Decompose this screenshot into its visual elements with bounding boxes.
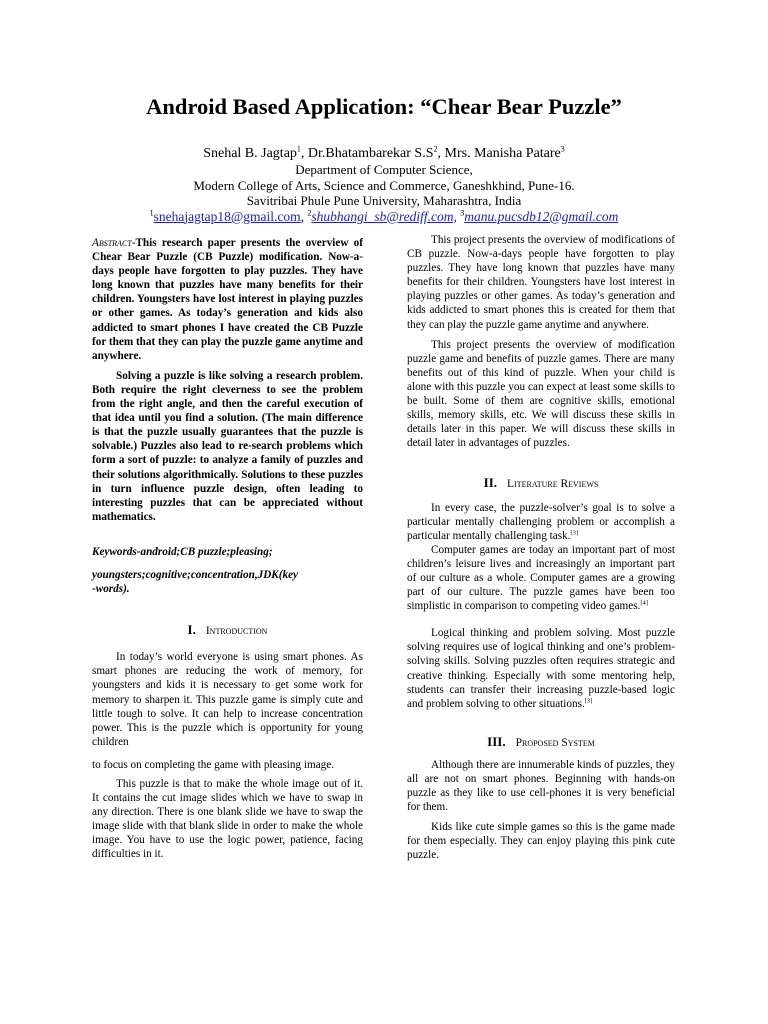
literature-paragraph-1: In every case, the puzzle-solver’s goal is to solve a particular mentally challenging problem or accomplish a particular mentally challenging task.[3] [407, 501, 675, 542]
right-column [407, 233, 675, 863]
abstract-paragraph-2: Solving a puzzle is like solving a research problem. Both require the right cleverness to see the problem from the right angle, and then the careful execution of that idea until you find a solution. (The main difference is that the puzzle usually guarantees that the puzzle is solvable.) Puzzles also lead to re-search problems which form a sort of puzzle: to analyze a family of puzzles and their solutions algorithmically. Solutions to these puzzles in turn influence puzzle design, often leading to interesting puzzles that can be appreciated without mathematics. [92, 369, 363, 523]
intro-paragraph-1: In today’s world everyone is using smart phones. As smart phones are reducing the work of memory, for youngsters and kids it is necessary to get some work for memory to sharpen it. This puzzle game is simply cute and little tough to solve. It can help to increase concentration power. This is the puzzle which is opportunity for young children [92, 651, 363, 748]
email-link-1[interactable]: snehajagtap18@gmail.com [153, 208, 301, 224]
section-heading-literature: II. Literature Reviews [483, 475, 599, 491]
section-heading-proposed: III. Proposed System [487, 733, 595, 749]
intro-paragraph-3: This puzzle is that to make the whole image out of it. It contains the cut image slides which we have to swap in any direction. There is one blank slide we have to swap the image slide with that blank slide in order to make the whole image. You have to use the logic power, patience, facing difficulties in it. [92, 778, 363, 861]
college: Modern College of Arts, Science and Commerce, Ganeshkhind, Pune-16. [193, 177, 575, 193]
proposed-paragraph-2: Kids like cute simple games so this is the game made for them especially. They can enjoy playing this pink cute puzzle. [407, 821, 675, 862]
proposed-paragraph-1: Although there are innumerable kinds of puzzles, they all are not on smart phones. Beginning with hands-on puzzle as they like to use cell-phones it is very beneficial for them. [407, 758, 675, 814]
section-heading-introduction: I. Introduction [187, 622, 268, 638]
department: Department of Computer Science, [295, 162, 473, 177]
intro-paragraph-2: to focus on completing the game with pleasing image. [92, 758, 335, 771]
university: Savitribai Phule Pune University, Maharashtra, India [246, 193, 522, 208]
email-link-2[interactable]: shubhangi_sb@rediff.com, [311, 208, 457, 224]
email-link-3[interactable]: manu.pucsdb12@gmail.com [464, 208, 619, 224]
left-column [92, 236, 363, 862]
paper-title: Android Based Application: “Chear Bear Puzzle” [146, 94, 622, 119]
abstract-paragraph: Abstract-This research paper presents the overview of Chear Bear Puzzle (CB Puzzle) modification. Now-a-days people have forgotten to play puzzles. They have long known that puzzles have many benefits for their children. Youngsters have lost interest in playing puzzles or other games. As today’s generation and kids also addicted to smart phones I have created the CB Puzzle for them that they can play the puzzle game anytime and anywhere. [92, 237, 363, 362]
overview-paragraph-2: This project presents the overview of modification puzzle game and benefits of puzzle games. There are many benefits out of this kind of puzzle. When your child is alone with this puzzle you can expect at least some skills to be built. Some of them are cognitive skills, emotional skills, memory skills, etc. We will discuss these skills in details later in this paper. We will discuss these skills in detail later in advantages of puzzles. [407, 338, 675, 450]
overview-paragraph-1: This project presents the overview of modifications of CB puzzle. Now-a-days people have forgotten to play puzzles. They have long known that puzzles have many benefits for their children. Youngsters have lost interest in playing puzzles or other games. As today’s generation and kids addicted to smart phones this is created for them that they can play the puzzle game anytime and anywhere. [407, 234, 675, 331]
literature-paragraph-3: Logical thinking and problem solving. Most puzzle solving requires use of logical thinking and one’s problem-solving skills. Solving puzzles often requires strategic and creative thinking. Especially with some mentoring help, students can transfer their increasing puzzle-based logic and problem solving to other situations.[3] [407, 627, 675, 710]
author-names: Snehal B. Jagtap$^1$, Dr.Bhatambarekar $S.S^2$, Mrs. Manisha Patare$^3$ [203, 144, 565, 161]
keywords: Keywords-android;CB puzzle;pleasing; youngsters;cognitive;concentration,JDK(key -words). [92, 545, 299, 596]
literature-paragraph-2: Computer games are today an important part of most children’s leisure lives and increasingly an important part of our culture as a whole. Computer games are a growing part of our culture. The puzzle games have been too simplistic in comparison to competing video games.[4] [407, 543, 675, 613]
author-block [0, 145, 768, 224]
author-emails: $^1$snehajagtap18@gmail.com, $^2$shubhangi_sb@rediff.com, $^3$manu.pucsdb12@gmail.com [149, 208, 619, 224]
